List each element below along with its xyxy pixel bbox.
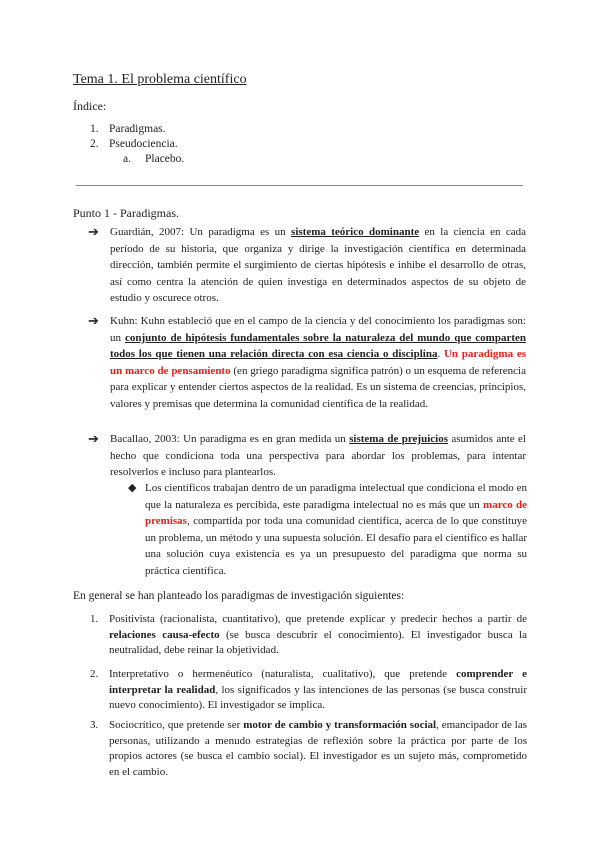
toc-number: 1. <box>90 123 99 135</box>
list-item-sociocritico <box>90 718 527 780</box>
highlight-red: Un paradigma es un marco de pensamiento <box>110 348 527 377</box>
section-heading: Punto 1 - Paradigmas. <box>73 206 179 220</box>
definition-guardian <box>110 224 526 307</box>
text-run: asumidos ante el hecho que condiciona toda una perspectiva para abordar los problemas, para intentar resolverlos e incluso para plantearlos. <box>110 433 526 478</box>
arrow-bullet-icon: ➔ <box>88 431 99 446</box>
text-run: . <box>437 348 444 360</box>
text-run: , compartida por toda una comunidad científica, acerca de lo que constituye un problema, un método y una supuesta solución. El desafío para el científico es hallar una solución cuya existencia es ya un presupuesto del paradigma que norma su práctica científica. <box>145 515 527 577</box>
text-run: Interpretativo o hermenéutico (naturalista, cualitativo), que pretende <box>109 668 457 680</box>
highlight-red: marco de premisas <box>145 498 527 527</box>
toc-number: a. <box>123 153 131 165</box>
text-run: (se busca descubrir el conocimiento). El investigador busca la neutralidad, debe reinar la objetividad. <box>109 628 527 656</box>
list-item-interpretativo <box>90 667 527 714</box>
highlight-term: comprender e interpretar la realidad <box>109 668 527 696</box>
text-run: Bacallao, 2003: Un paradigma es en gran medida un <box>110 433 350 445</box>
list-number: 1. <box>90 613 99 625</box>
arrow-bullet-icon: ➔ <box>88 224 99 239</box>
toc-number: 2. <box>90 138 99 150</box>
text-run: en la ciencia en cada período de su historia, que organiza y dirige la investigación científica en determinada dirección, también permite el surgimiento de ciertas hipótesis e inhibe el desarrollo de otras, así como centra la atención de quien investiga en determinados aspectos de su objeto de estudio y oscurece otros. <box>110 226 527 304</box>
list-text <box>109 667 527 714</box>
highlight-term: motor de cambio y transformación social <box>243 719 437 731</box>
highlight-term: sistema teórico dominante <box>291 226 420 238</box>
list-text <box>109 718 527 780</box>
page-title: Tema 1. El problema científico <box>73 72 247 87</box>
text-run: Positivista (racionalista, cuantitativo), que pretende explicar y predecir hechos a partir de <box>109 613 527 625</box>
text-run: (en griego paradigma significa patrón) o un esquema de referencia para explicar y entender ciertos aspectos de la realidad. Es un sistema de creencias, principios, valores y premisas que determina la comunidad científica de la realidad. <box>110 364 526 410</box>
text-run: Sociocrítico, que pretende ser <box>109 719 244 731</box>
list-text <box>109 612 527 659</box>
text-run: , emancipador de las personas, utilizando a menudo estrategias de reflexión sobre la práctica por parte de los propios actores (se busca el cambio social). El investigador es un sujeto más, comprometido en el cambio. <box>109 719 528 778</box>
list-number: 3. <box>90 719 99 731</box>
toc-text: Placebo. <box>145 153 185 165</box>
diamond-bullet-icon: ◆ <box>128 482 137 494</box>
list-item-positivista <box>90 612 527 659</box>
text-run: Kuhn: Kuhn estableció que en el campo de la ciencia y del conocimiento los paradigmas son: un <box>110 315 526 344</box>
paradigms-intro: En general se han planteado los paradigmas de investigación siguientes: <box>73 590 405 602</box>
sub-point-scientists <box>145 480 527 579</box>
highlight-term: conjunto de hipótesis fundamentales sobre la naturaleza del mundo que comparten todos los que tienen una relación directa con esa ciencia o disciplina <box>110 331 526 360</box>
highlight-term: relaciones causa-efecto <box>109 628 220 641</box>
text-run: Guardián, 2007: Un paradigma es un <box>110 226 292 238</box>
definition-kuhn <box>110 313 526 412</box>
toc-text: Paradigmas. <box>109 123 166 135</box>
text-run: , los significados y las intenciones de las personas (se busca construir nuevo conocimiento). El investigador se implica. <box>109 683 528 711</box>
list-number: 2. <box>90 668 99 680</box>
text-run: Los científicos trabajan dentro de un paradigma intelectual que condiciona el modo en que la naturaleza es percibida, este paradigma intelectual no es más que un <box>145 482 527 511</box>
toc-text: Pseudociencia. <box>109 138 178 150</box>
arrow-bullet-icon: ➔ <box>88 313 99 328</box>
highlight-term: sistema de prejuicios <box>349 433 448 445</box>
horizontal-divider <box>76 185 523 186</box>
definition-bacallao <box>110 431 526 481</box>
index-heading: Índice: <box>73 99 107 113</box>
